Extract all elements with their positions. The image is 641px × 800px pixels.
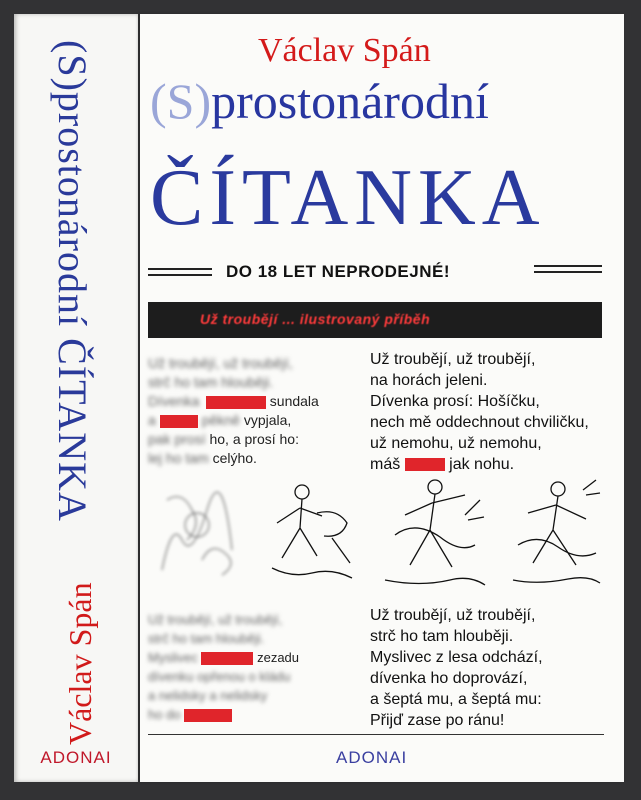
poem-line: a šeptá mu, a šeptá mu: (370, 691, 542, 708)
cover-author: Václav Spán (258, 32, 431, 69)
warning-rule-right-1 (534, 265, 602, 267)
spine-author-text: Václav Spán (62, 582, 98, 745)
poem-left-top (148, 354, 348, 468)
poem-line: Už troubějí, už troubějí, (370, 607, 536, 624)
poem-line: a pěkně vypjala, (148, 412, 292, 428)
poem-line: a nelidsky a nelidsky (148, 688, 268, 703)
illustration-hunter-3 (508, 475, 604, 590)
poem-word: zezadu (257, 650, 300, 665)
poem-line (370, 454, 610, 475)
poem-line: strč ho tam hlouběji. (370, 628, 514, 645)
censor-bar (201, 652, 253, 665)
poem-line: strč ho tam hlouběji. (148, 374, 274, 390)
cover-publisher: ADONAI (336, 748, 408, 767)
poem-line: lej ho tam celýho. (148, 450, 257, 466)
cover-title-main: ČÍTANKA (150, 154, 546, 242)
poem-left-bottom (148, 610, 348, 724)
poem-line: Už troubějí, už troubějí, (148, 355, 293, 371)
illustration-left-blurred (152, 480, 242, 580)
poem-word: jak nohu. (449, 456, 515, 473)
poem-line: na horách jeleni. (370, 372, 488, 389)
censor-bar (160, 415, 198, 428)
poem-word: vypjala, (243, 412, 292, 428)
censor-bar (206, 396, 266, 409)
censor-bar (405, 458, 445, 471)
warning-rule-left-2 (148, 274, 212, 276)
poem-word: máš (370, 456, 401, 473)
illustration-hunter-1 (262, 478, 358, 588)
spine-publisher: ADONAI (40, 748, 112, 767)
illustration-hunter-2 (380, 475, 490, 590)
story-banner-text: Už troubějí ... ilustrovaný příběh (200, 311, 431, 327)
poem-line: dívenka ho doprovází, (370, 670, 528, 687)
poem-right-top (370, 349, 610, 475)
poem-word: sundala (269, 393, 319, 409)
title-rest: prostonárodní (211, 73, 489, 129)
poem-line: už nemohu, už nemohu, (370, 435, 542, 452)
poem-line: Dívenka sundala (148, 393, 319, 409)
warning-rule-right-2 (534, 271, 602, 273)
poem-line: Přijď zase po ránu! (370, 712, 505, 729)
warning-rule-left-1 (148, 268, 212, 270)
poem-line: nech mě oddechnout chviličku, (370, 414, 589, 431)
poem-right-bottom (370, 605, 610, 731)
age-warning: DO 18 LET NEPRODEJNÉ! (226, 262, 450, 281)
bottom-rule (148, 734, 604, 735)
poem-word: pěkně (201, 412, 240, 428)
poem-line: strč ho tam hlouběji. (148, 631, 265, 646)
poem-line: dívenku opřenou o kládu (148, 669, 291, 684)
poem-line (148, 705, 348, 724)
poem-line: Myslivec z lesa odchází, (370, 649, 543, 666)
poem-line: Už troubějí, už troubějí, (370, 351, 536, 368)
spine-author (62, 520, 98, 750)
poem-line (148, 648, 348, 667)
cover-title-line1 (150, 72, 489, 130)
spine-title (50, 40, 96, 522)
poem-word: ho do (148, 707, 181, 722)
spine-title-text: (S)prostonárodní ČÍTANKA (50, 40, 95, 522)
censor-bar (184, 709, 232, 722)
poem-line: Dívenka prosí: Hošíčku, (370, 393, 540, 410)
poem-line: pak prosí ho, a prosí ho: (148, 431, 299, 447)
poem-line: Už troubějí, už troubějí, (148, 612, 283, 627)
poem-word: Myslivec (148, 650, 198, 665)
title-prefix: (S) (150, 73, 212, 129)
